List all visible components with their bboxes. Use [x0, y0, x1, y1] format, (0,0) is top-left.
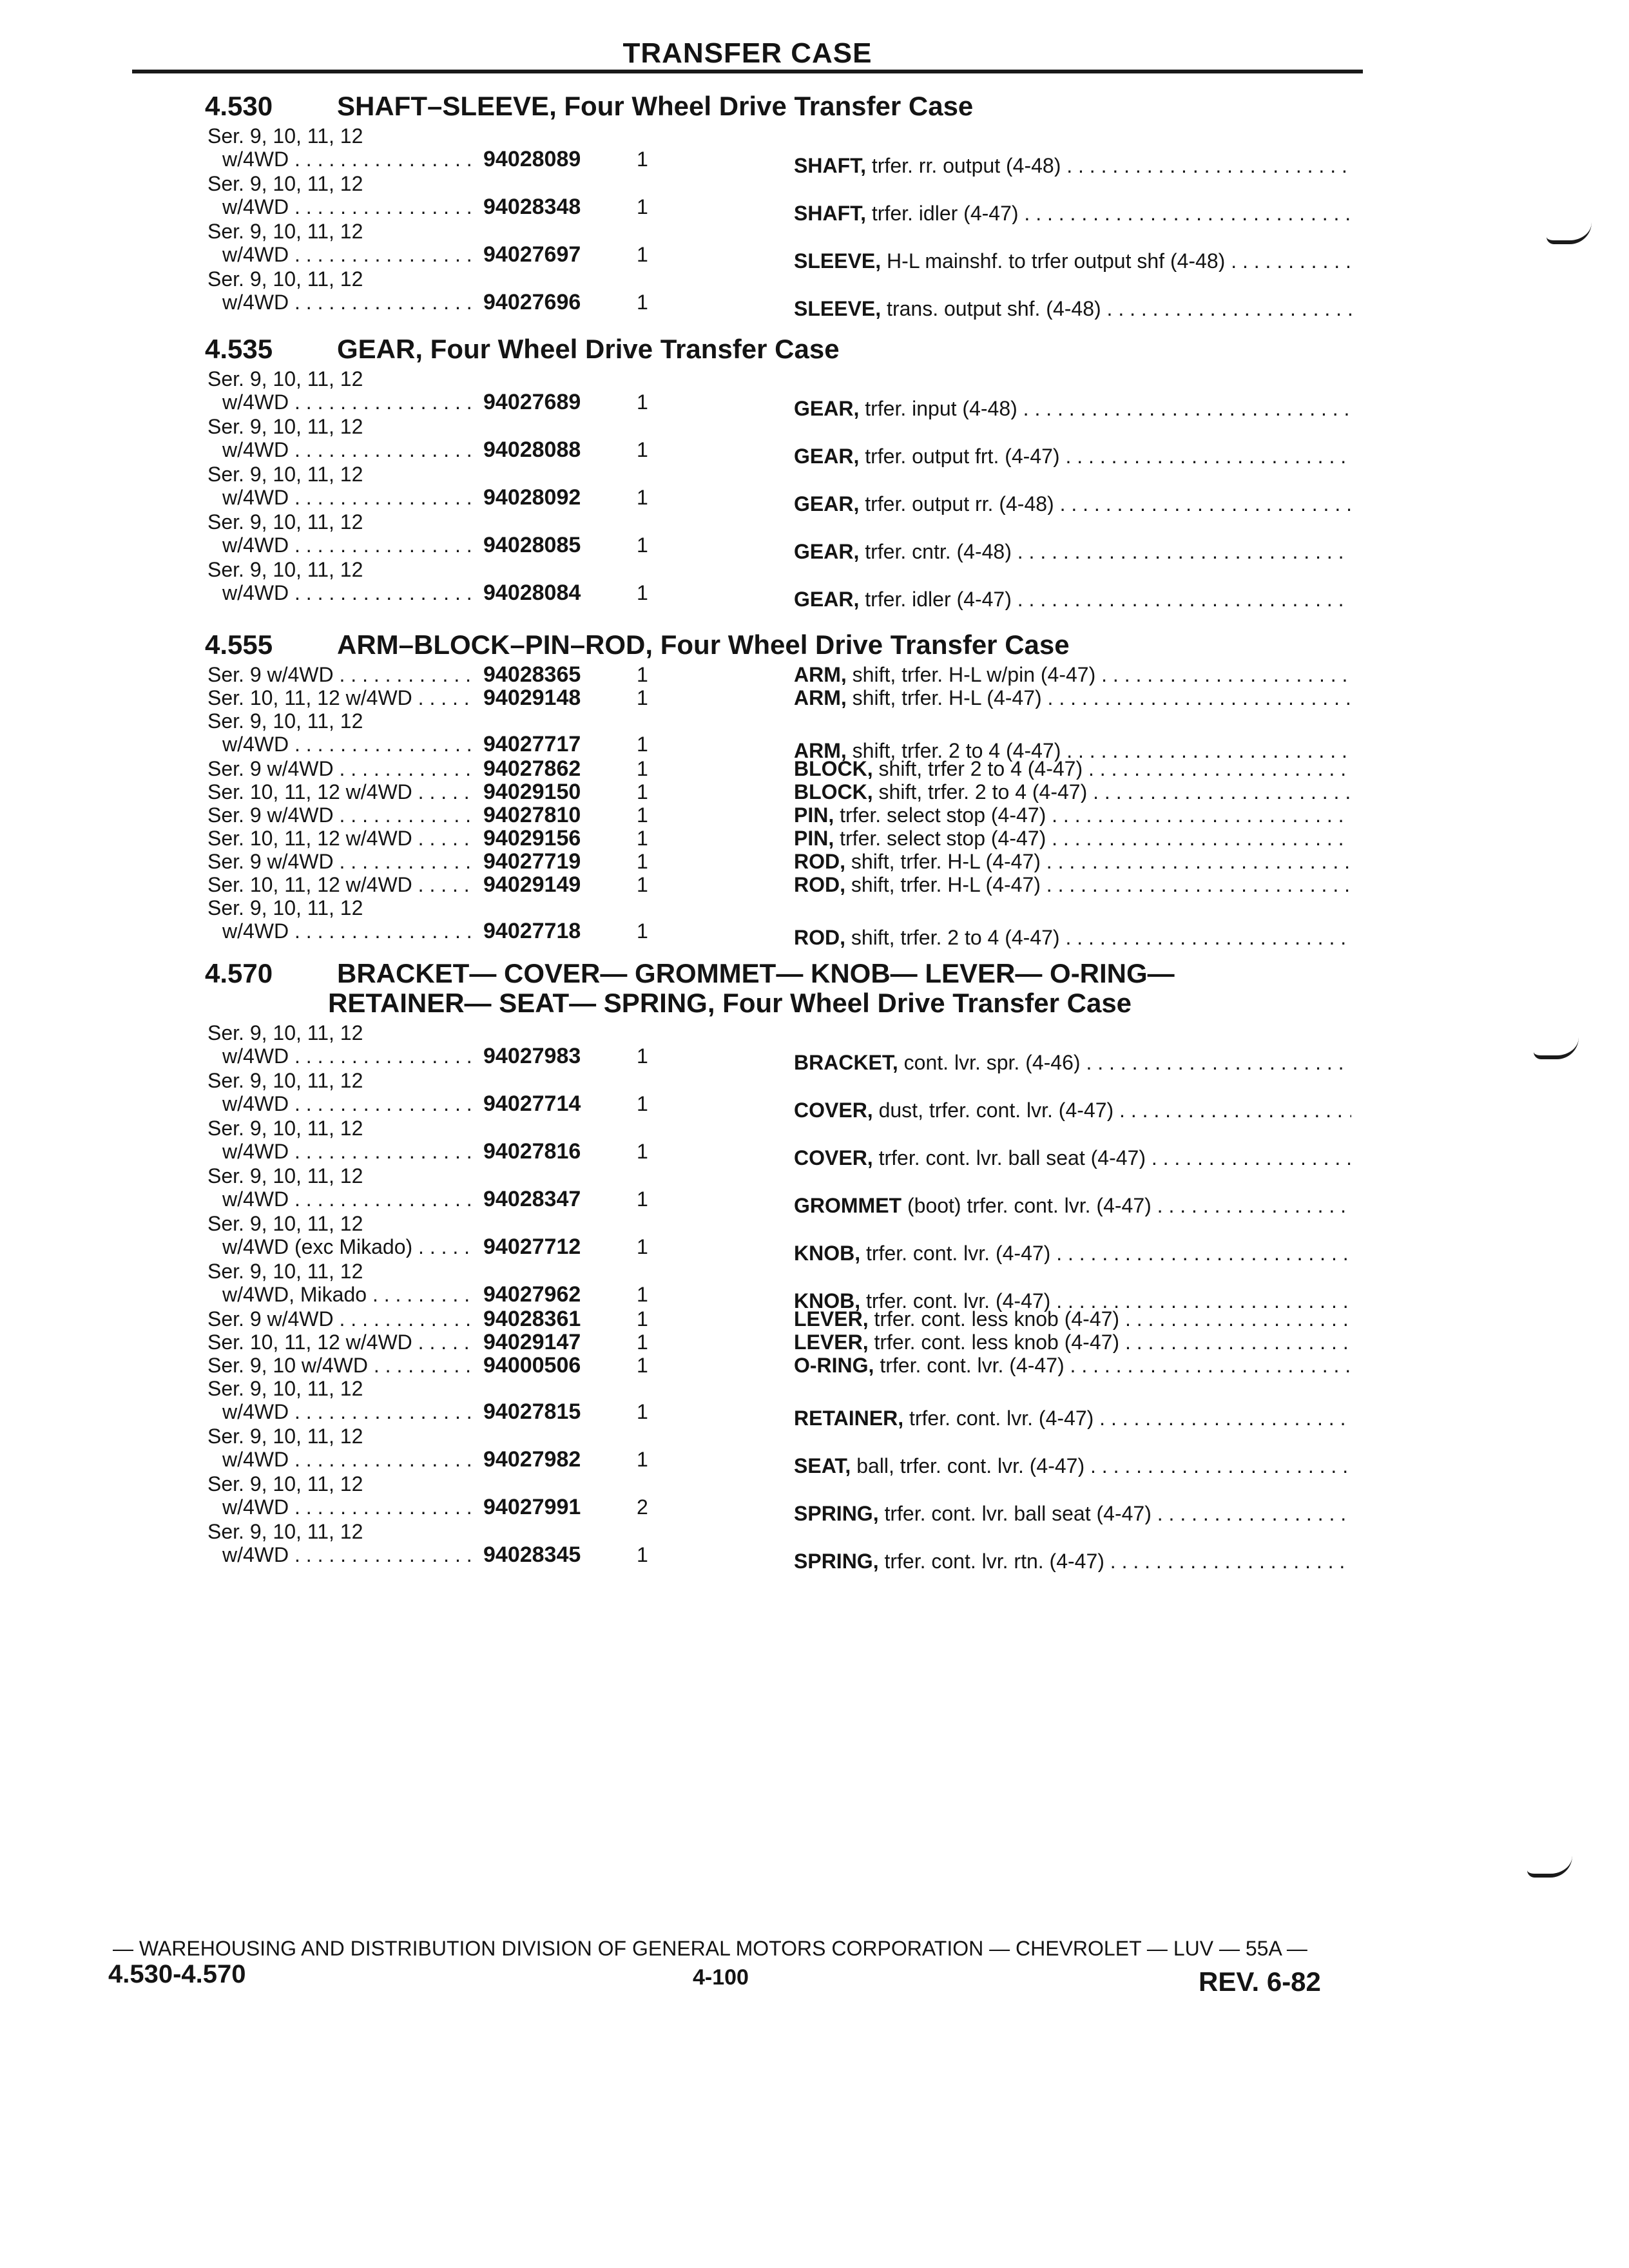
part-detail: trfer. cont. lvr. ball seat (4-47) [884, 1503, 1152, 1524]
part-number: 94028348 [483, 195, 581, 219]
part-name: GEAR, [794, 398, 860, 419]
series-label: Ser. 9, 10, 11, 12 [207, 124, 363, 148]
footer-section-range: 4.530-4.570 [108, 1960, 246, 1988]
part-name: GEAR, [794, 541, 860, 562]
application-text: Ser. 9 w/4WD . . . [207, 664, 477, 686]
application-text: w/4WD . . . [222, 486, 477, 508]
part-name: SPRING, [794, 1550, 879, 1572]
quantity: 1 [637, 581, 648, 604]
application-text: w/4WD (exc Mikado) . . . [222, 1236, 477, 1258]
application-text: w/4WD . . . [222, 920, 477, 942]
part-detail: trfer. cntr. (4-48) [865, 541, 1012, 562]
application-text: w/4WD . . . [222, 1448, 477, 1470]
part-name: SLEEVE, [794, 298, 882, 320]
part-description [794, 398, 1351, 419]
application-text: w/4WD . . . [222, 1188, 477, 1210]
part-number: 94027982 [483, 1447, 581, 1472]
part-number: 94027719 [483, 849, 581, 874]
series-label: Ser. 9, 10, 11, 12 [207, 1425, 363, 1448]
quantity: 1 [637, 243, 648, 266]
application-text: Ser. 10, 11, 12 w/4WD . . . [207, 1331, 477, 1353]
section-number: 4.555 [205, 629, 273, 660]
quantity: 1 [637, 733, 648, 756]
series-label: Ser. 9, 10, 11, 12 [207, 558, 363, 581]
part-description [794, 1147, 1351, 1169]
section-title: RETAINER— SEAT— SPRING, Four Wheel Drive Transfer Case [328, 988, 1132, 1018]
part-description [794, 1242, 1351, 1264]
application-text: w/4WD . . . [222, 1045, 477, 1067]
part-detail: trfer. output rr. (4-48) [865, 493, 1054, 515]
part-description [794, 155, 1351, 177]
application-text: Ser. 9 w/4WD . . . [207, 1308, 477, 1330]
part-name: GEAR, [794, 445, 860, 467]
section-number: 4.535 [205, 334, 273, 364]
part-number: 94027862 [483, 756, 581, 781]
part-detail: trfer. cont. lvr. (4-47) [866, 1290, 1051, 1312]
part-name: BLOCK, [794, 758, 873, 780]
quantity: 1 [637, 1400, 648, 1423]
application-text: w/4WD . . . [222, 534, 477, 556]
quantity: 1 [637, 438, 648, 461]
part-detail: trfer. cont. lvr. (4-47) [866, 1242, 1051, 1264]
part-detail: trfer. cont. less knob (4-47) [874, 1331, 1120, 1353]
part-description [794, 664, 1351, 686]
part-detail: shift, trfer. H-L (4-47) [851, 850, 1041, 872]
part-number: 94029147 [483, 1330, 581, 1354]
part-number: 94028085 [483, 533, 581, 557]
series-label: Ser. 9, 10, 11, 12 [207, 220, 363, 243]
application-text: Ser. 9, 10 w/4WD . . . [207, 1354, 477, 1376]
binding-mark [1547, 222, 1592, 244]
application-text: w/4WD . . . [222, 291, 477, 313]
section-number: 4.570 [205, 958, 273, 988]
part-number: 94000506 [483, 1353, 581, 1378]
part-name: LEVER, [794, 1331, 869, 1353]
quantity: 1 [637, 1283, 648, 1306]
application-text: Ser. 10, 11, 12 w/4WD . . . [207, 874, 477, 896]
quantity: 1 [637, 1140, 648, 1163]
part-number: 94027983 [483, 1044, 581, 1068]
quantity: 1 [637, 686, 648, 709]
quantity: 1 [637, 195, 648, 218]
section-heading [205, 334, 840, 364]
application-text: Ser. 10, 11, 12 w/4WD . . . [207, 827, 477, 849]
part-number: 94028361 [483, 1307, 581, 1331]
series-label: Ser. 9, 10, 11, 12 [207, 1377, 363, 1400]
part-detail: shift, trfer 2 to 4 (4-47) [878, 758, 1083, 780]
part-description [794, 850, 1351, 872]
section-heading [205, 959, 1175, 1018]
part-description [794, 1354, 1351, 1376]
part-description [794, 804, 1351, 826]
part-detail: trans. output shf. (4-48) [887, 298, 1101, 320]
part-description [794, 1099, 1351, 1121]
part-description [794, 588, 1351, 610]
quantity: 1 [637, 1235, 648, 1258]
part-description [794, 541, 1351, 562]
quantity: 1 [637, 1448, 648, 1471]
application-text: w/4WD . . . [222, 1544, 477, 1566]
quantity: 1 [637, 291, 648, 314]
footer-revision: REV. 6-82 [1199, 1966, 1321, 1997]
part-detail: dust, trfer. cont. lvr. (4-47) [878, 1099, 1114, 1121]
quantity: 1 [637, 827, 648, 850]
series-label: Ser. 9, 10, 11, 12 [207, 896, 363, 919]
application-text: w/4WD . . . [222, 1496, 477, 1518]
quantity: 1 [637, 1092, 648, 1115]
application-text: Ser. 10, 11, 12 w/4WD . . . [207, 781, 477, 803]
part-description [794, 298, 1351, 320]
series-label: Ser. 9, 10, 11, 12 [207, 1520, 363, 1543]
part-name: KNOB, [794, 1242, 861, 1264]
part-name: COVER, [794, 1099, 873, 1121]
part-name: LEVER, [794, 1308, 869, 1330]
application-text: w/4WD . . . [222, 733, 477, 755]
series-label: Ser. 9, 10, 11, 12 [207, 1069, 363, 1092]
part-detail: trfer. cont. less knob (4-47) [874, 1308, 1120, 1330]
part-description [794, 758, 1351, 780]
part-number: 94027991 [483, 1495, 581, 1519]
part-detail: ball, trfer. cont. lvr. (4-47) [856, 1455, 1085, 1477]
page-title: TRANSFER CASE [622, 37, 872, 69]
part-number: 94028084 [483, 581, 581, 605]
part-detail: trfer. select stop (4-47) [840, 827, 1046, 849]
part-detail: trfer. output frt. (4-47) [865, 445, 1060, 467]
section-heading [205, 91, 973, 121]
section-number: 4.530 [205, 91, 273, 121]
part-detail: trfer. input (4-48) [865, 398, 1017, 419]
part-detail: trfer. idler (4-47) [871, 202, 1019, 224]
part-detail: trfer. cont. lvr. rtn. (4-47) [884, 1550, 1104, 1572]
application-text: w/4WD . . . [222, 1401, 477, 1423]
part-number: 94029149 [483, 872, 581, 897]
quantity: 1 [637, 873, 648, 896]
part-description [794, 781, 1351, 803]
quantity: 1 [637, 390, 648, 414]
part-number: 94027962 [483, 1282, 581, 1307]
part-detail: trfer. select stop (4-47) [840, 804, 1046, 826]
application-text: Ser. 9 w/4WD . . . [207, 850, 477, 872]
part-number: 94027718 [483, 919, 581, 943]
part-number: 94028345 [483, 1542, 581, 1567]
part-detail: (boot) trfer. cont. lvr. (4-47) [907, 1195, 1152, 1216]
application-text: Ser. 9 w/4WD . . . [207, 804, 477, 826]
quantity: 1 [637, 1187, 648, 1211]
part-number: 94027714 [483, 1091, 581, 1116]
part-detail: shift, trfer. 2 to 4 (4-47) [878, 781, 1088, 803]
footer-page-number: 4-100 [693, 1965, 749, 1990]
application-text: w/4WD . . . [222, 1140, 477, 1162]
part-detail: shift, trfer. 2 to 4 (4-47) [851, 927, 1060, 948]
application-text: w/4WD . . . [222, 196, 477, 218]
part-number: 94029150 [483, 780, 581, 804]
part-description [794, 1331, 1351, 1353]
quantity: 1 [637, 919, 648, 943]
part-description [794, 250, 1351, 272]
series-label: Ser. 9, 10, 11, 12 [207, 1212, 363, 1235]
quantity: 1 [637, 1331, 648, 1354]
application-text: w/4WD, Mikado . . . [222, 1283, 477, 1305]
part-name: GROMMET [794, 1195, 902, 1216]
application-text: Ser. 9 w/4WD . . . [207, 758, 477, 780]
series-label: Ser. 9, 10, 11, 12 [207, 1472, 363, 1495]
part-description [794, 1407, 1351, 1429]
quantity: 1 [637, 486, 648, 509]
part-number: 94027696 [483, 290, 581, 314]
part-number: 94028089 [483, 147, 581, 171]
part-number: 94029148 [483, 686, 581, 710]
part-detail: trfer. rr. output (4-48) [871, 155, 1061, 177]
part-number: 94027689 [483, 390, 581, 414]
quantity: 1 [637, 803, 648, 827]
quantity: 1 [637, 533, 648, 557]
part-description [794, 687, 1351, 709]
series-label: Ser. 9, 10, 11, 12 [207, 172, 363, 195]
footer-publisher-line: — WAREHOUSING AND DISTRIBUTION DIVISION OF GENERAL MOTORS CORPORATION — CHEVROLET — LUV — 55A — [113, 1937, 1307, 1960]
part-description [794, 1550, 1351, 1572]
page-header [132, 34, 1363, 73]
part-name: PIN, [794, 804, 834, 826]
part-number: 94028092 [483, 485, 581, 510]
part-detail: shift, trfer. 2 to 4 (4-47) [852, 740, 1061, 762]
series-label: Ser. 9, 10, 11, 12 [207, 463, 363, 486]
part-detail: trfer. cont. lvr. (4-47) [909, 1407, 1094, 1429]
part-name: ROD, [794, 850, 845, 872]
part-detail: shift, trfer. H-L (4-47) [851, 874, 1041, 896]
series-label: Ser. 9, 10, 11, 12 [207, 367, 363, 390]
part-number: 94028347 [483, 1187, 581, 1211]
part-name: BRACKET, [794, 1052, 898, 1073]
part-name: SHAFT, [794, 155, 866, 177]
application-text: w/4WD . . . [222, 244, 477, 265]
part-name: BLOCK, [794, 781, 873, 803]
section-title: GEAR, Four Wheel Drive Transfer Case [337, 334, 840, 364]
application-text: w/4WD . . . [222, 391, 477, 413]
series-label: Ser. 9, 10, 11, 12 [207, 267, 363, 291]
part-name: SEAT, [794, 1455, 851, 1477]
part-name: ROD, [794, 874, 845, 896]
part-description [794, 1308, 1351, 1330]
binding-mark [1534, 1037, 1579, 1059]
part-detail: shift, trfer. H-L w/pin (4-47) [852, 664, 1096, 686]
series-label: Ser. 9, 10, 11, 12 [207, 709, 363, 733]
part-description [794, 1195, 1351, 1216]
part-number: 94029156 [483, 826, 581, 850]
quantity: 1 [637, 780, 648, 803]
part-detail: trfer. cont. lvr. (4-47) [880, 1354, 1065, 1376]
application-text: Ser. 10, 11, 12 w/4WD . . . [207, 687, 477, 709]
part-detail: H-L mainshf. to trfer output shf (4-48) [887, 250, 1226, 272]
binding-mark [1527, 1856, 1572, 1878]
part-number: 94027697 [483, 242, 581, 267]
part-name: RETAINER, [794, 1407, 904, 1429]
part-name: SPRING, [794, 1503, 879, 1524]
part-detail: cont. lvr. spr. (4-46) [903, 1052, 1081, 1073]
part-description [794, 927, 1351, 948]
section-title: BRACKET— COVER— GROMMET— KNOB— LEVER— O-RING— [337, 958, 1175, 988]
part-number: 94027815 [483, 1399, 581, 1424]
part-name: ARM, [794, 687, 847, 709]
part-detail: trfer. idler (4-47) [865, 588, 1012, 610]
header-rule [132, 70, 1363, 73]
part-number: 94027717 [483, 732, 581, 756]
part-name: O-RING, [794, 1354, 874, 1376]
part-name: ROD, [794, 927, 845, 948]
part-description [794, 445, 1351, 467]
part-number: 94027816 [483, 1139, 581, 1164]
part-description [794, 827, 1351, 849]
series-label: Ser. 9, 10, 11, 12 [207, 1164, 363, 1187]
part-name: ARM, [794, 664, 847, 686]
section-title: SHAFT–SLEEVE, Four Wheel Drive Transfer Case [337, 91, 974, 121]
part-name: ARM, [794, 740, 847, 762]
part-name: GEAR, [794, 493, 860, 515]
quantity: 1 [637, 850, 648, 873]
series-label: Ser. 9, 10, 11, 12 [207, 1260, 363, 1283]
series-label: Ser. 9, 10, 11, 12 [207, 1021, 363, 1044]
part-name: GEAR, [794, 588, 860, 610]
series-label: Ser. 9, 10, 11, 12 [207, 510, 363, 533]
application-text: w/4WD . . . [222, 148, 477, 170]
series-label: Ser. 9, 10, 11, 12 [207, 415, 363, 438]
quantity: 2 [637, 1495, 648, 1519]
part-name: COVER, [794, 1147, 873, 1169]
part-detail: shift, trfer. H-L (4-47) [852, 687, 1042, 709]
part-name: KNOB, [794, 1290, 861, 1312]
application-text: w/4WD . . . [222, 1093, 477, 1115]
application-text: w/4WD . . . [222, 439, 477, 461]
part-description [794, 1455, 1351, 1477]
part-description [794, 1052, 1351, 1073]
part-name: SHAFT, [794, 202, 866, 224]
quantity: 1 [637, 757, 648, 780]
application-text: w/4WD . . . [222, 582, 477, 604]
section-title: ARM–BLOCK–PIN–ROD, Four Wheel Drive Transfer Case [337, 629, 1070, 660]
series-label: Ser. 9, 10, 11, 12 [207, 1117, 363, 1140]
quantity: 1 [637, 663, 648, 686]
part-number: 94028088 [483, 437, 581, 462]
part-number: 94028365 [483, 662, 581, 687]
quantity: 1 [637, 148, 648, 171]
part-description [794, 493, 1351, 515]
quantity: 1 [637, 1354, 648, 1377]
quantity: 1 [637, 1543, 648, 1566]
part-number: 94027810 [483, 803, 581, 827]
part-number: 94027712 [483, 1235, 581, 1259]
part-description [794, 1503, 1351, 1524]
part-description [794, 874, 1351, 896]
part-name: PIN, [794, 827, 834, 849]
part-name: SLEEVE, [794, 250, 882, 272]
quantity: 1 [637, 1044, 648, 1068]
quantity: 1 [637, 1307, 648, 1331]
part-description [794, 202, 1351, 224]
section-heading [205, 630, 1070, 660]
part-detail: trfer. cont. lvr. ball seat (4-47) [878, 1147, 1146, 1169]
